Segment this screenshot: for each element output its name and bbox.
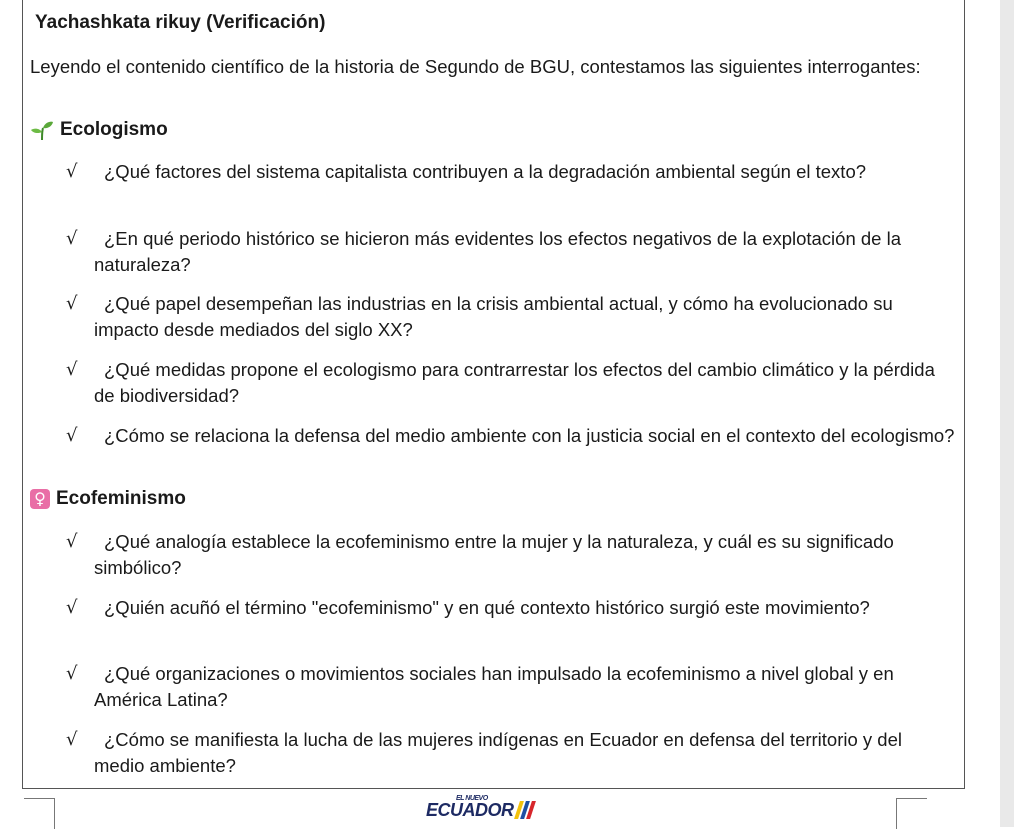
logo-text: ECUADOR [426,800,514,820]
check-mark-icon: √ [66,425,78,446]
logo-tagline: EL NUEVO [456,795,488,802]
question-text: ¿Qué factores del sistema capitalista contribuyen a la degradación ambiental según el texto? [104,161,867,182]
section-heading-label: Ecofeminismo [56,488,186,509]
question-text: ¿Cómo se manifiesta la lucha de las mujeres indígenas en Ecuador en defensa del territorio y del medio ambiente? [94,729,902,776]
check-mark-icon: √ [66,359,78,380]
check-mark-icon: √ [66,228,78,249]
check-mark-icon: √ [66,663,78,684]
question-text: ¿Cómo se relaciona la defensa del medio ambiente con la justicia social en el contexto del ecologismo? [104,425,955,446]
logo-wordmark [426,795,514,820]
corner-mark-right [896,798,927,829]
question-text: ¿Quién acuñó el término "ecofeminismo" y en qué contexto histórico surgió este movimiento? [104,597,870,618]
check-mark-icon: √ [66,161,78,182]
scrollbar-track[interactable] [1000,0,1014,827]
question-text: ¿En qué periodo histórico se hicieron más evidentes los efectos negativos de la explotación de la naturaleza? [94,228,901,275]
question-text: ¿Qué papel desempeñan las industrias en la crisis ambiental actual, y cómo ha evolucionado su impacto desde mediados del siglo XX? [94,293,893,340]
section-heading-ecofeminismo [30,486,186,512]
check-mark-icon: √ [66,531,78,552]
check-mark-icon: √ [66,293,78,314]
section-heading-label: Ecologismo [60,119,168,140]
page-title: Yachashkata rikuy (Verificación) [35,12,326,33]
seedling-icon [30,119,54,141]
intro-paragraph: Leyendo el contenido científico de la historia de Segundo de BGU, contestamos las siguientes interrogantes: [30,56,921,77]
flag-stripes-icon [517,801,533,819]
question-text: ¿Qué medidas propone el ecologismo para contrarrestar los efectos del cambio climático y la pérdida de biodiversidad? [94,359,935,406]
female-sign-icon: ♀ [30,489,50,509]
check-mark-icon: √ [66,597,78,618]
section-heading-ecologismo [30,117,168,143]
corner-mark-left [24,798,55,829]
question-text: ¿Qué organizaciones o movimientos sociales han impulsado la ecofeminismo a nivel global y en América Latina? [94,663,894,710]
check-mark-icon: √ [66,729,78,750]
ecuador-logo [426,795,533,820]
question-text: ¿Qué analogía establece la ecofeminismo entre la mujer y la naturaleza, y cuál es su significado simbólico? [94,531,894,578]
